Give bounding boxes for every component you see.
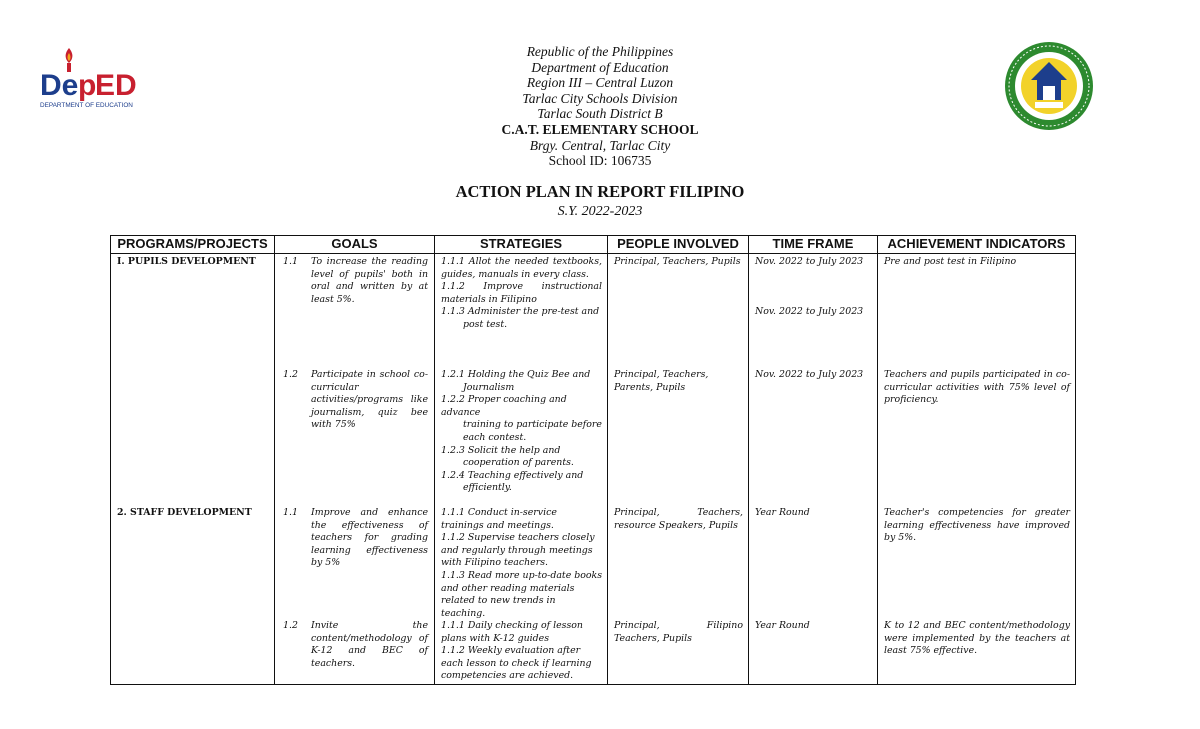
- header-line-division: Tarlac City Schools Division: [522, 90, 678, 106]
- programs-column: [111, 254, 275, 685]
- strategies-column: [435, 254, 608, 685]
- strategy-item: 1.1.3 Read more up-to-date books and other reading materials related to new trends in teaching.: [441, 569, 603, 619]
- column-header: GOALS: [275, 236, 435, 254]
- school-seal: [1003, 40, 1095, 132]
- strategy-item: Journalism: [463, 381, 515, 393]
- column-header: PROGRAMS/PROJECTS: [111, 236, 275, 254]
- people-column: [608, 254, 749, 685]
- achievement-indicator: Teacher's competencies for greater learning effectiveness have improved by 5%.: [884, 507, 1070, 544]
- strategy-item: 1.1.2 Improve instructional materials in Filipino: [441, 281, 602, 305]
- people-involved: Principal, Teachers, resource Speakers, Pupils: [614, 507, 743, 531]
- letterhead: [380, 44, 820, 169]
- time-frame: Year Round: [755, 620, 810, 631]
- strategy-item: 1.1.1 Conduct in-service trainings and meetings.: [441, 507, 557, 531]
- school-year: S.Y. 2022-2023: [557, 204, 643, 219]
- indicators-column: [878, 254, 1076, 685]
- action-plan-table: [110, 235, 1076, 685]
- strategy-item: 1.2.4 Teaching effectively and: [441, 469, 584, 481]
- goal-text: Participate in school co-curricular activities/programs like journalism, quiz bee with 75%: [311, 369, 428, 431]
- header-line-district: Tarlac South District B: [537, 106, 663, 122]
- goal-text: Invite the content/methodology of K-12 and BEC of teachers.: [311, 620, 428, 669]
- goal-number: 1.1: [283, 507, 298, 518]
- strategy-item: cooperation of parents.: [463, 457, 574, 469]
- time-frame-column: [749, 254, 878, 685]
- strategy-item: training to participate before: [463, 419, 602, 431]
- strategy-list: [441, 620, 602, 683]
- goal-number: 1.2: [283, 620, 298, 631]
- goal-text: To increase the reading level of pupils' both in oral and written by at least 5%.: [311, 256, 428, 305]
- time-frame: Nov. 2022 to July 2023: [755, 369, 864, 380]
- strategy-item: 1.2.3 Solicit the help and: [441, 444, 561, 456]
- table-body-row: [111, 254, 1076, 685]
- strategy-item: 1.1.2 Supervise teachers closely and regularly through meetings with Filipino teachers.: [441, 532, 595, 569]
- svg-text:ED: ED: [95, 69, 137, 102]
- people-involved: Principal, Filipino Teachers, Pupils: [614, 620, 743, 644]
- svg-text:DEPARTMENT OF EDUCATION: DEPARTMENT OF EDUCATION: [40, 102, 133, 109]
- school-id: School ID: 106735: [548, 153, 652, 169]
- program-name: I. PUPILS DEVELOPMENT: [117, 256, 256, 267]
- people-involved: Principal, Teachers, Pupils: [614, 256, 741, 267]
- column-header: STRATEGIES: [435, 236, 608, 254]
- table-header-row: [111, 236, 1076, 254]
- school-address: Brgy. Central, Tarlac City: [529, 137, 671, 153]
- header-line-region: Region III – Central Luzon: [526, 75, 674, 91]
- strategy-list: [441, 369, 602, 495]
- school-name: C.A.T. ELEMENTARY SCHOOL: [501, 121, 699, 137]
- deped-logo: [38, 44, 142, 110]
- column-header: ACHIEVEMENT INDICATORS: [878, 236, 1076, 254]
- header-line-republic: Republic of the Philippines: [526, 44, 674, 59]
- header-line-department: Department of Education: [531, 59, 669, 75]
- strategy-item: 1.1.3 Administer the pre-test and: [441, 306, 600, 318]
- strategy-list: [441, 507, 602, 620]
- people-involved: Principal, Teachers, Parents, Pupils: [614, 369, 709, 393]
- strategy-item: post test.: [463, 318, 508, 330]
- document-title: ACTION PLAN IN REPORT FILIPINO: [455, 182, 745, 201]
- title-block: [340, 182, 860, 220]
- goal-number: 1.2: [283, 369, 298, 380]
- goals-column: [275, 254, 435, 685]
- goal-number: 1.1: [283, 256, 298, 267]
- column-header: PEOPLE INVOLVED: [608, 236, 749, 254]
- achievement-indicator: K to 12 and BEC content/methodology were implemented by the teachers at least 75% effective.: [884, 620, 1070, 657]
- strategy-item: 1.1.2 Weekly evaluation after each lesson to check if learning competencies are achieved.: [441, 645, 592, 682]
- strategy-item: 1.1.1 Daily checking of lesson plans with K-12 guides: [441, 620, 583, 644]
- svg-text:De: De: [40, 69, 79, 102]
- achievement-indicator: Pre and post test in Filipino: [884, 256, 1017, 267]
- program-name: 2. STAFF DEVELOPMENT: [117, 507, 252, 518]
- achievement-indicator: Teachers and pupils participated in co-curricular activities with 75% level of proficiency.: [884, 369, 1070, 406]
- goal-text: Improve and enhance the effectiveness of teachers for grading learning effectiveness by 5%: [311, 507, 428, 569]
- strategy-item: 1.2.1 Holding the Quiz Bee and: [441, 369, 591, 380]
- strategy-item: each contest.: [463, 431, 527, 443]
- strategy-item: 1.2.2 Proper coaching and advance: [441, 394, 567, 418]
- column-header: TIME FRAME: [749, 236, 878, 254]
- strategy-item: efficiently.: [463, 482, 512, 494]
- svg-text:p: p: [78, 69, 97, 102]
- strategy-list: [441, 256, 602, 332]
- time-frame: Nov. 2022 to July 2023: [755, 256, 864, 267]
- time-frame: Nov. 2022 to July 2023: [755, 306, 864, 317]
- time-frame: Year Round: [755, 507, 810, 518]
- strategy-item: 1.1.1 Allot the needed textbooks, guides, manuals in every class.: [441, 256, 602, 280]
